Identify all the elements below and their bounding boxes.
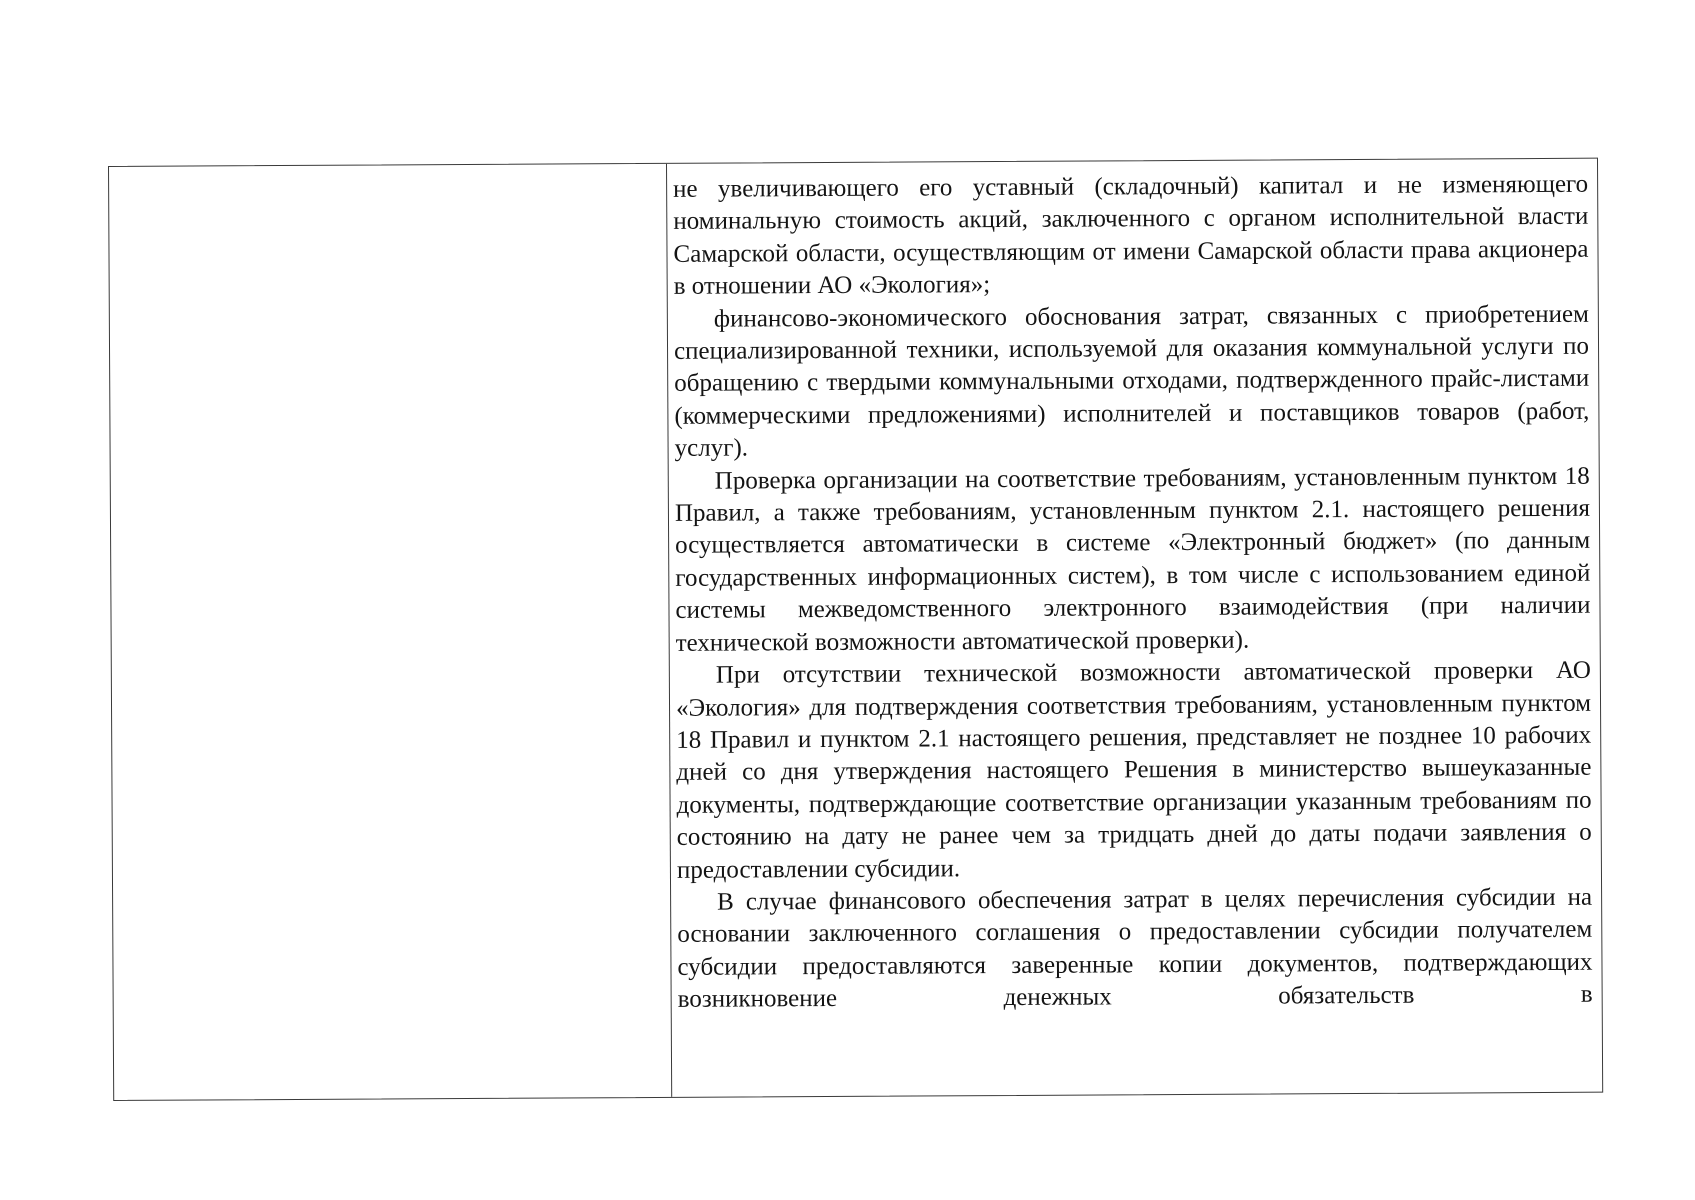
- document-table: [108, 158, 1603, 1101]
- paragraph-financial-justification: финансово-экономического обоснования затрат, связанных с приобретением специализированной техники, используемой для оказания коммунальной услуги по обращению с твердыми коммунальными отходами, подтвержденного прайс-листами (коммерческими предложениями) исполнителей и поставщиков товаров (работ, услуг).: [673, 300, 1590, 463]
- paragraph-manual-check: При отсутствии технической возможности автоматической проверки АО «Экология» для подтверждения соответствия требованиям, установленным пунктом 18 Правил и пунктом 2.1 настоящего решения, представляет не позднее 10 рабочих дней со дня утверждения настоящего Решения в министерство вышеуказанные документы, подтверждающие соответствие организации указанным требованиям по состоянию на дату не ранее чем за тридцать дней до даты подачи заявления о предоставлении субсидии.: [675, 656, 1592, 884]
- paragraph-automatic-check: Проверка организации на соответствие требованиям, установленным пунктом 18 Правил, а также требованиям, установленным пунктом 2.1. настоящего решения осуществляется автоматически в системе «Электронный бюджет» (по данным государственных информационных систем), в том числе с использованием единой системы межведомственного электронного взаимодействия (при наличии технической возможности автоматической проверки).: [674, 462, 1591, 657]
- paragraph-share-agreement: не увеличивающего его уставный (складочный) капитал и не изменяющего номинальную стоимость акций, заключенного с органом исполнительной власти Самарской области, осуществляющим от имени Самарской области права акционера в отношении АО «Экология»;: [673, 170, 1589, 301]
- table-right-cell: [667, 159, 1602, 1097]
- table-left-cell: [109, 164, 672, 1100]
- paragraph-financing-copies: В случае финансового обеспечения затрат в целях перечисления субсидии на основании заключенного соглашения о предоставлении субсидии получателем субсидии предоставляются заверенные копии документов, подтверждающих возникновение денежных обязательств в: [677, 883, 1593, 1013]
